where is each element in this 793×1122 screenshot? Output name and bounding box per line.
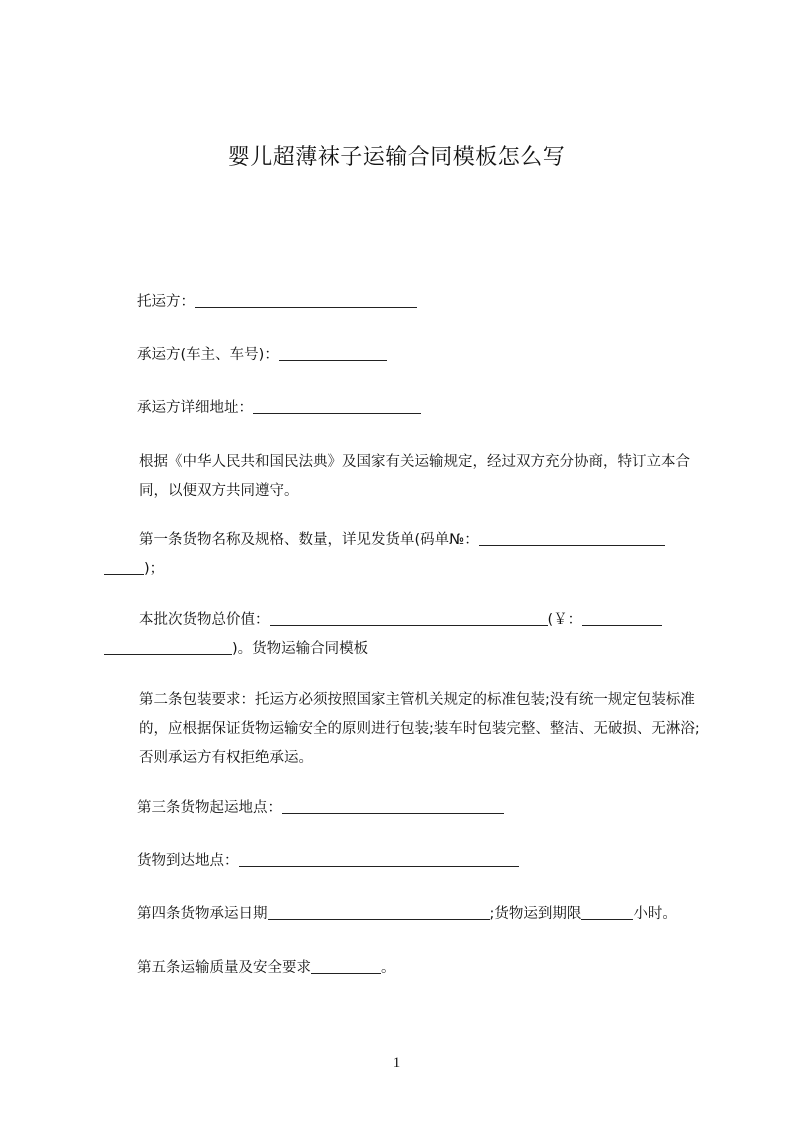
destination-label: 货物到达地点：	[137, 853, 239, 869]
article1-text: 第一条货物名称及规格、数量，详见发货单(码单№：	[139, 532, 479, 548]
article4-line	[137, 904, 677, 924]
total-value-blank	[270, 611, 548, 626]
shipper-label: 托运方：	[137, 294, 195, 310]
article4-end: 小时。	[633, 906, 677, 922]
destination-blank	[239, 852, 519, 867]
article1-blank-b	[104, 560, 144, 575]
article4-mid: ;货物运到期限	[489, 906, 582, 922]
article1-end: )；	[144, 561, 165, 577]
total-value-end: )。货物运输合同模板	[232, 641, 369, 657]
carrier-address-blank	[253, 399, 421, 414]
article1-paragraph	[104, 526, 704, 584]
article4-hours-blank	[581, 905, 633, 920]
article3-blank	[282, 799, 504, 814]
article3-label: 第三条货物起运地点：	[137, 800, 282, 816]
article3-line	[137, 798, 504, 818]
carrier-address-line	[137, 398, 421, 418]
destination-line	[137, 851, 519, 871]
article5-line	[137, 958, 396, 978]
total-value-yen-blank-a	[582, 611, 662, 626]
total-value-label: 本批次货物总价值：	[139, 612, 270, 628]
article5-blank	[311, 959, 381, 974]
intro-paragraph: 根据《中华人民共和国民法典》及国家有关运输规定，经过双方充分协商，特订立本合同，以便双方共同遵守。	[139, 454, 690, 499]
article1-blank-a	[479, 531, 665, 546]
carrier-line	[137, 345, 387, 365]
carrier-blank	[279, 346, 387, 361]
total-value-yen: (￥：	[547, 612, 583, 628]
shipper-line	[137, 292, 417, 312]
page-number: 1	[392, 1055, 401, 1071]
carrier-label: 承运方(车主、车号)：	[137, 347, 279, 363]
carrier-address-label: 承运方详细地址：	[137, 400, 253, 416]
document-title: 婴儿超薄袜子运输合同模板怎么写	[227, 145, 566, 170]
shipper-blank	[195, 293, 417, 308]
article5-end: 。	[381, 960, 396, 976]
article5-label: 第五条运输质量及安全要求	[137, 960, 311, 976]
total-value-paragraph	[104, 606, 704, 664]
article4-date-blank	[268, 905, 490, 920]
article2-paragraph: 第二条包装要求：托运方必须按照国家主管机关规定的标准包装;没有统一规定包装标准的，应根据保证货物运输安全的原则进行包装;装车时包装完整、整洁、无破损、无淋浴;否则承运方有权拒绝承运。	[139, 692, 700, 766]
article4-label: 第四条货物承运日期	[137, 906, 268, 922]
total-value-yen-blank-b	[104, 640, 232, 655]
